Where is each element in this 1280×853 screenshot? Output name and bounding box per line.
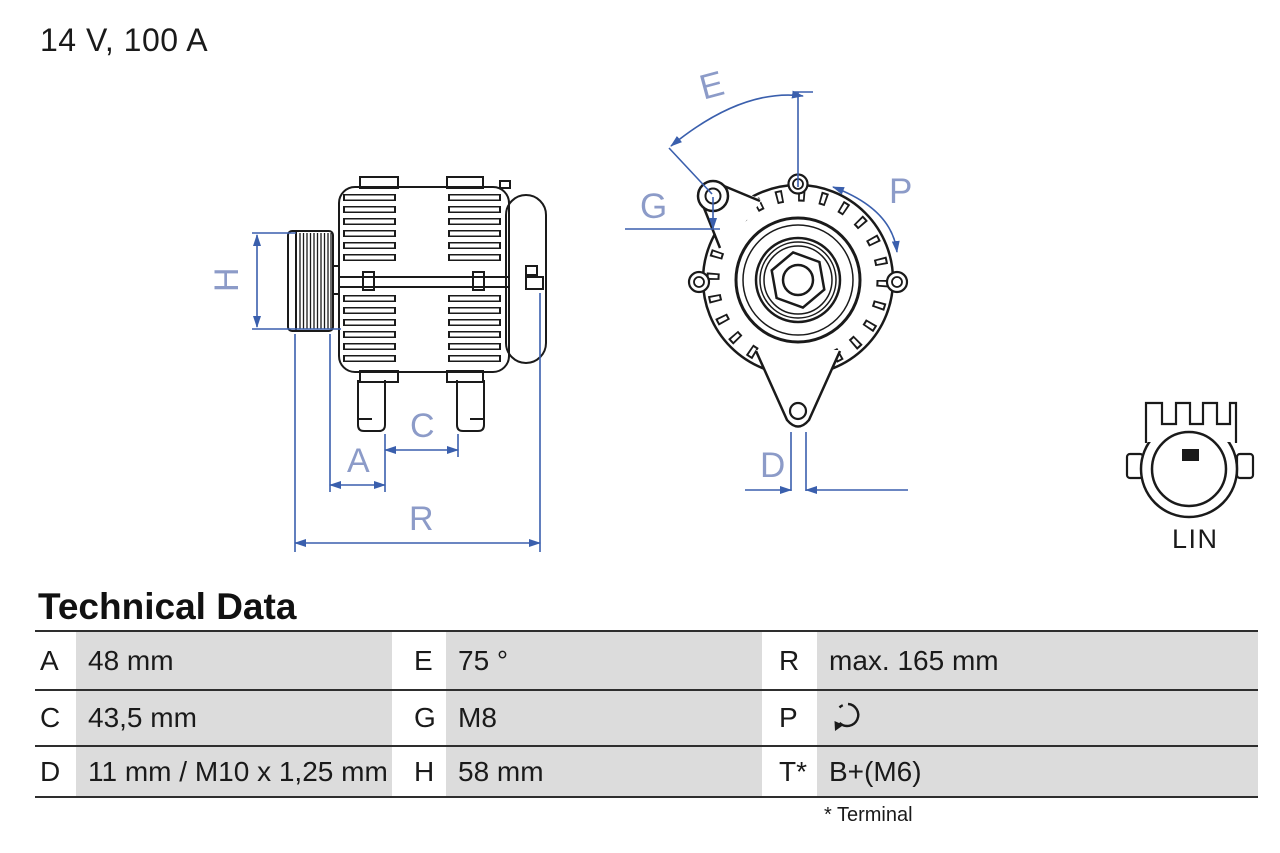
- dimension-key: P: [779, 702, 798, 733]
- terminal-footnote: * Terminal: [824, 804, 913, 826]
- table-row: [35, 747, 1258, 796]
- page-title: 14 V, 100 A: [40, 22, 209, 58]
- technical-data-heading: Technical Data: [38, 586, 297, 627]
- dimension-key: G: [414, 702, 436, 733]
- dimension-key: E: [414, 644, 433, 676]
- rotation-direction-icon: [829, 698, 867, 738]
- connector-pin: [1182, 449, 1199, 461]
- table-row: [35, 691, 1258, 745]
- dimension-value: 58 mm: [446, 747, 762, 796]
- dimension-key: T*: [779, 755, 807, 787]
- lin-connector: [1127, 396, 1253, 517]
- dimension-key: R: [779, 644, 800, 676]
- dimension-label-d: D: [760, 446, 786, 485]
- housing: [339, 177, 510, 382]
- dimension-value-icon: [817, 691, 1258, 745]
- dimension-label-e: E: [695, 63, 729, 108]
- dimension-key: C: [40, 702, 61, 733]
- pulley: [288, 231, 339, 331]
- mounting-arm-bottom: [756, 350, 840, 427]
- dimension-value: max. 165 mm: [817, 632, 1258, 689]
- dimension-key: H: [414, 755, 435, 787]
- table-row: [35, 632, 1258, 689]
- table-rule: [35, 796, 1258, 798]
- dimension-value: 43,5 mm: [76, 691, 392, 745]
- dimension-label-r: R: [409, 500, 434, 538]
- dimension-value: 75 °: [446, 632, 762, 689]
- dimension-value: B+(M6): [817, 747, 1258, 796]
- dimension-label-p: P: [889, 172, 913, 211]
- dimension-label-h: H: [208, 267, 246, 292]
- alternator-side-view: [288, 177, 546, 431]
- cooling-louvers: [370, 194, 475, 363]
- connector-label: LIN: [1172, 524, 1219, 554]
- technical-data-table: [35, 630, 1258, 798]
- dimension-value: 48 mm: [76, 632, 392, 689]
- dimension-value: M8: [446, 691, 762, 745]
- dimension-key: D: [40, 755, 61, 787]
- dimension-label-c: C: [410, 407, 435, 445]
- alternator-front-view: [689, 175, 907, 427]
- dimension-label-a: A: [347, 442, 370, 480]
- dimension-value: 11 mm / M10 x 1,25 mm: [76, 747, 392, 796]
- dimension-key: A: [40, 644, 59, 676]
- dimension-label-g: G: [640, 187, 668, 226]
